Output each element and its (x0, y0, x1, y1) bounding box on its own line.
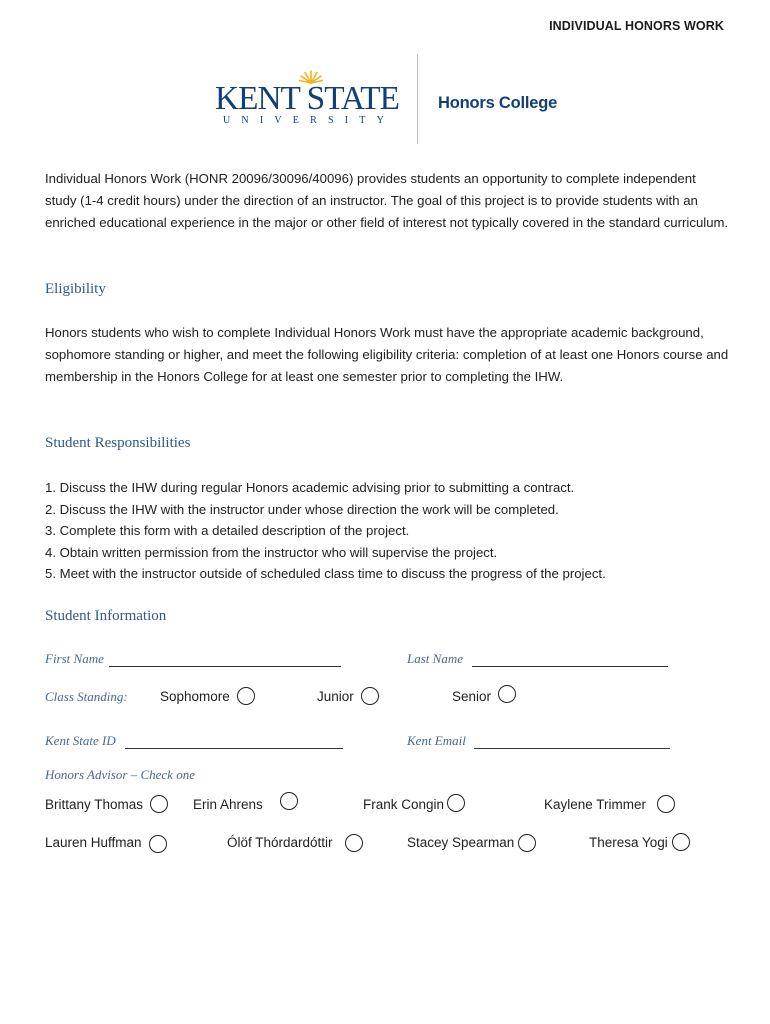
advisor-olof-thordardottir-label: Ólöf Thórdardóttir (227, 835, 333, 850)
advisor-lauren-huffman-radio[interactable] (149, 835, 167, 853)
advisor-theresa-yogi-label: Theresa Yogi (589, 835, 668, 850)
advisor-erin-ahrens-radio[interactable] (280, 792, 298, 810)
last-name-field[interactable] (472, 666, 668, 667)
advisor-olof-thordardottir-radio[interactable] (345, 834, 363, 852)
intro-paragraph: Individual Honors Work (HONR 20096/30096/40096) provides students an opportunity to complete independent study (1-4 credit hours) under the direction of an instructor. The goal of this project is to provide students with an enriched educational experience in the major or other field of interest not typically covered in the standard curriculum. (45, 171, 729, 230)
first-name-label: First Name (45, 651, 104, 666)
kent-email-field[interactable] (474, 748, 670, 749)
advisor-kaylene-trimmer-label: Kaylene Trimmer (544, 797, 647, 812)
option-junior-label: Junior (317, 689, 354, 704)
sophomore-radio[interactable] (237, 687, 255, 705)
advisor-frank-congin-radio[interactable] (447, 794, 465, 812)
responsibilities-list (45, 477, 735, 585)
last-name-label: Last Name (407, 651, 463, 666)
kent-state-logo (215, 70, 405, 132)
list-item: 5. Meet with the instructor outside of scheduled class time to discuss the progress of the project. (45, 566, 606, 581)
first-name-field[interactable] (109, 666, 341, 667)
advisor-brittany-thomas-label: Brittany Thomas (45, 797, 144, 812)
college-name: Honors College (438, 94, 558, 112)
list-item: 2. Discuss the IHW with the instructor under whose direction the work will be completed. (45, 501, 559, 517)
logo-wordmark: KENT STATE (215, 80, 400, 117)
advisor-lauren-huffman-label: Lauren Huffman (45, 835, 142, 850)
advisor-brittany-thomas-radio[interactable] (150, 795, 168, 813)
senior-radio[interactable] (498, 685, 516, 703)
class-standing-label: Class Standing: (45, 689, 128, 704)
advisor-stacey-spearman-label: Stacey Spearman (407, 835, 515, 850)
list-item: 3. Complete this form with a detailed description of the project. (45, 523, 410, 538)
responsibilities-heading: Student Responsibilities (45, 435, 191, 451)
junior-radio[interactable] (361, 687, 379, 705)
logo-subline: UNIVERSITY (223, 115, 395, 126)
list-item: 4. Obtain written permission from the instructor who will supervise the project. (45, 544, 498, 560)
advisor-erin-ahrens-label: Erin Ahrens (193, 797, 263, 812)
advisor-frank-congin-label: Frank Congin (363, 797, 445, 812)
kent-email-label: Kent Email (407, 733, 466, 748)
advisor-stacey-spearman-radio[interactable] (518, 834, 536, 852)
option-sophomore-label: Sophomore (160, 689, 230, 704)
advisor-kaylene-trimmer-radio[interactable] (657, 795, 675, 813)
kent-id-label: Kent State ID (45, 733, 116, 748)
eligibility-heading: Eligibility (45, 281, 106, 297)
list-item: 1. Discuss the IHW during regular Honors academic advising prior to submitting a contract. (45, 480, 575, 495)
advisor-theresa-yogi-radio[interactable] (672, 833, 690, 851)
logo-divider (417, 54, 418, 144)
document-title: INDIVIDUAL HONORS WORK (549, 19, 724, 33)
option-senior-label: Senior (452, 689, 492, 704)
advisor-label: Honors Advisor – Check one (45, 767, 195, 782)
kent-id-field[interactable] (125, 748, 343, 749)
eligibility-paragraph: Honors students who wish to complete Individual Honors Work must have the appropriate academic background, sophomore standing or higher, and meet the following eligibility criteria: completion of at least one Honors course and membership in the Honors College for at least one semester prior to completing the IHW. (45, 325, 729, 384)
student-info-heading: Student Information (45, 608, 167, 624)
